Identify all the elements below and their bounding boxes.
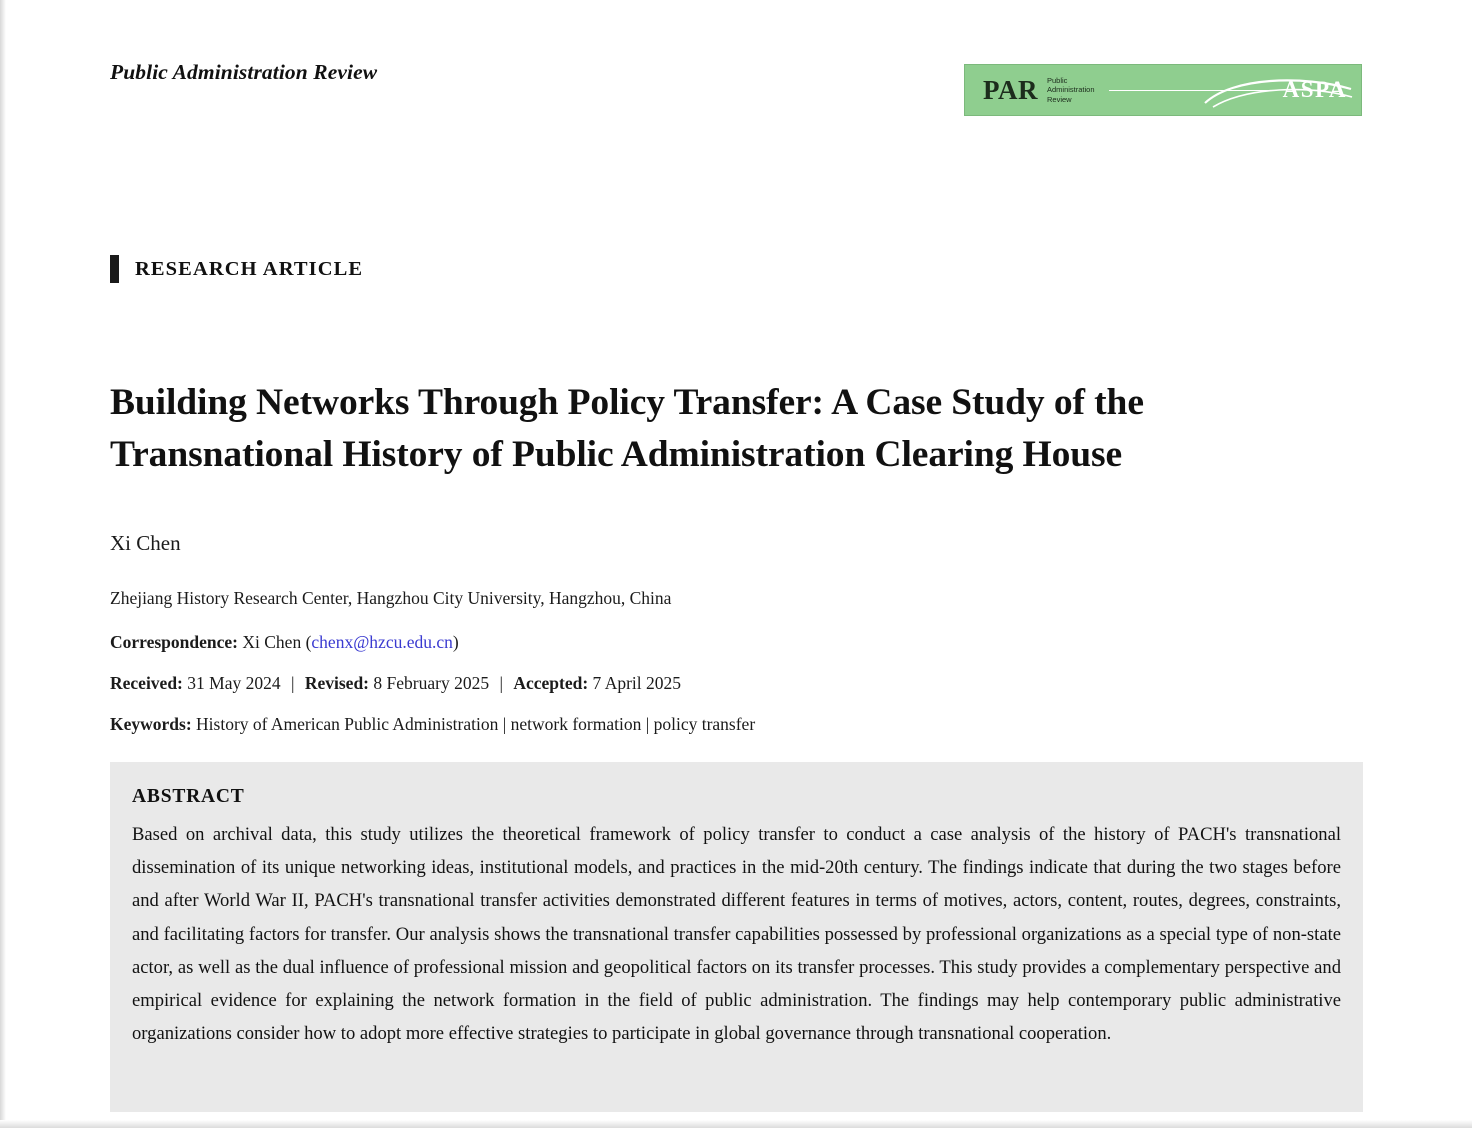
correspondence-label: Correspondence:: [110, 632, 238, 652]
article-type-accent-bar: [110, 255, 119, 283]
logo-aspa-mark: ASPA: [1282, 77, 1347, 102]
page-left-edge-shadow: [0, 0, 6, 1128]
dates-separator-1: |: [290, 673, 295, 693]
article-type-label: RESEARCH ARTICLE: [135, 257, 364, 280]
correspondence-email-link[interactable]: chenx@hzcu.edu.cn: [311, 632, 453, 652]
abstract-section: [110, 762, 1363, 1112]
logo-subtitle-line-3: Review: [1047, 94, 1072, 104]
correspondence-line: [110, 632, 459, 653]
received-label: Received:: [110, 673, 183, 693]
received-value: 31 May 2024: [187, 673, 281, 693]
correspondence-close-paren: ): [452, 632, 459, 652]
par-aspa-logo: [964, 64, 1362, 116]
author-affiliation: Zhejiang History Research Center, Hangzhou City University, Hangzhou, China: [110, 588, 672, 608]
article-dates: [110, 673, 681, 694]
correspondence-open-paren: (: [305, 632, 312, 652]
correspondence-name: Xi Chen: [242, 632, 302, 652]
journal-name: Public Administration Review: [110, 60, 378, 84]
accepted-label: Accepted:: [513, 673, 589, 693]
article-type-banner: [110, 255, 363, 283]
abstract-heading: ABSTRACT: [132, 786, 245, 807]
page-title: Building Networks Through Policy Transfer: A Case Study of the Transnational History of Public Administration Clearing House: [110, 382, 1144, 476]
author-name: Xi Chen: [110, 531, 181, 555]
logo-par-mark: PAR: [983, 74, 1038, 105]
revised-label: Revised:: [304, 673, 370, 693]
page-bottom-edge-shadow: [0, 1120, 1472, 1128]
dates-separator-2: |: [499, 673, 503, 693]
keywords-label: Keywords:: [110, 714, 192, 734]
logo-subtitle-line-1: Public: [1047, 75, 1068, 85]
abstract-body: Based on archival data, this study utilizes the theoretical framework of policy transfer to conduct a case analysis of the history of PACH's transnational dissemination of its unique networking ideas, institutional models, and practices in the mid-20th century. The findings indicate that during the two stages before and after World War II, PACH's transnational transfer activities demonstrated different features in terms of motives, actors, content, routes, degrees, constraints, and facilitating factors for transfer. Our analysis shows the transnational transfer capabilities possessed by professional organizations as a special type of non-state actor, as well as the dual influence of professional mission and geopolitical factors on its transfer processes. This study provides a complementary perspective and empirical evidence for explaining the network formation in the field of public administration. The findings may help contemporary public administrative organizations consider how to adopt more effective strategies to participate in global governance through transnational cooperation.: [132, 824, 1341, 1045]
keywords-line: [110, 714, 755, 735]
logo-subtitle-line-2: Administration: [1047, 85, 1095, 95]
keywords-value: History of American Public Administration | network formation | policy transfer: [196, 714, 756, 734]
accepted-value: 7 April 2025: [592, 673, 682, 693]
page-header: [110, 52, 1362, 118]
revised-value: 8 February 2025: [373, 673, 490, 693]
logo-divider-rule: [1109, 90, 1273, 91]
logo-journal-subtitle: [1047, 76, 1095, 105]
